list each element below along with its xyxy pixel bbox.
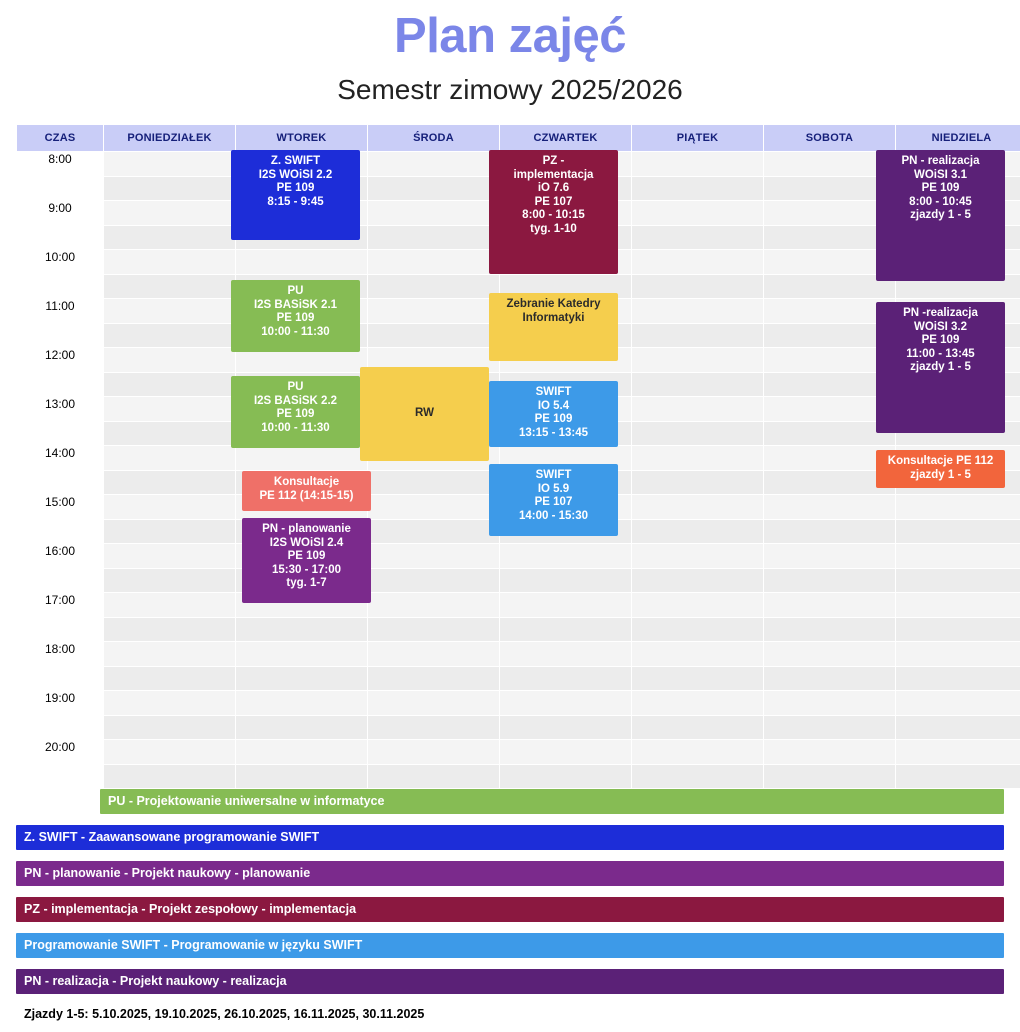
- table-row: [17, 642, 1020, 667]
- event-line: zjazdy 1 - 5: [879, 361, 1002, 375]
- schedule-cell[interactable]: [500, 740, 632, 765]
- event-line: IO 5.9: [492, 483, 615, 497]
- event-line: PE 109: [245, 550, 368, 564]
- column-header-sobota: SOBOTA: [764, 125, 896, 152]
- schedule-cell[interactable]: [632, 446, 764, 471]
- event-line: 8:00 - 10:45: [879, 196, 1002, 210]
- schedule-cell[interactable]: [632, 544, 764, 569]
- schedule-event[interactable]: [360, 367, 489, 461]
- schedule-cell[interactable]: [632, 519, 764, 544]
- schedule-event[interactable]: [489, 381, 618, 447]
- schedule-cell[interactable]: [104, 152, 236, 177]
- schedule-cell[interactable]: [500, 617, 632, 642]
- event-line: 8:00 - 10:15: [492, 209, 615, 223]
- legend-footnote: Zjazdy 1-5: 5.10.2025, 19.10.2025, 26.10.2025, 16.11.2025, 30.11.2025: [16, 1005, 1004, 1023]
- schedule-cell[interactable]: [896, 617, 1020, 642]
- event-line: zjazdy 1 - 5: [879, 209, 1002, 223]
- column-header-środa: ŚRODA: [368, 125, 500, 152]
- schedule-cell[interactable]: [632, 348, 764, 373]
- schedule-cell[interactable]: [368, 323, 500, 348]
- schedule-cell[interactable]: [104, 593, 236, 618]
- schedule-cell[interactable]: [368, 201, 500, 226]
- schedule-cell[interactable]: [368, 495, 500, 520]
- table-row: [17, 691, 1020, 716]
- schedule-cell[interactable]: [632, 201, 764, 226]
- schedule-cell[interactable]: [104, 348, 236, 373]
- event-line: implementacja: [492, 169, 615, 183]
- legend-pn-real: PN - realizacja - Projekt naukowy - realizacja: [16, 969, 1004, 994]
- schedule-cell[interactable]: [632, 397, 764, 422]
- event-line: PE 109: [234, 182, 357, 196]
- event-line: PN - planowanie: [245, 523, 368, 537]
- schedule-cell[interactable]: [500, 715, 632, 740]
- time-label: 16:00: [17, 544, 104, 593]
- schedule-cell[interactable]: [632, 225, 764, 250]
- schedule-cell[interactable]: [104, 642, 236, 667]
- schedule-cell[interactable]: [632, 715, 764, 740]
- schedule-cell[interactable]: [104, 176, 236, 201]
- schedule-cell[interactable]: [896, 495, 1020, 520]
- schedule-cell[interactable]: [500, 568, 632, 593]
- schedule-cell[interactable]: [104, 225, 236, 250]
- time-label: 11:00: [17, 299, 104, 348]
- time-label: 20:00: [17, 740, 104, 789]
- page-title: Plan zajęć: [0, 8, 1020, 64]
- schedule-cell[interactable]: [368, 715, 500, 740]
- schedule-cell[interactable]: [368, 519, 500, 544]
- schedule-cell[interactable]: [104, 666, 236, 691]
- schedule-cell[interactable]: [632, 568, 764, 593]
- time-label: 13:00: [17, 397, 104, 446]
- schedule-cell[interactable]: [632, 421, 764, 446]
- schedule-cell[interactable]: [632, 372, 764, 397]
- schedule-cell[interactable]: [632, 642, 764, 667]
- event-line: PN -realizacja: [879, 307, 1002, 321]
- event-line: 10:00 - 11:30: [234, 326, 357, 340]
- column-header-wtorek: WTOREK: [236, 125, 368, 152]
- schedule-cell[interactable]: [632, 740, 764, 765]
- event-line: WOiSI 3.2: [879, 321, 1002, 335]
- event-line: PE 109: [492, 413, 615, 427]
- schedule-cell[interactable]: [104, 715, 236, 740]
- schedule-cell[interactable]: [104, 250, 236, 275]
- schedule-cell[interactable]: [896, 691, 1020, 716]
- schedule-cell[interactable]: [368, 176, 500, 201]
- schedule-cell[interactable]: [632, 250, 764, 275]
- event-line: Konsultacje PE 112: [879, 455, 1002, 469]
- schedule-cell[interactable]: [368, 470, 500, 495]
- legend-swift: Programowanie SWIFT - Programowanie w języku SWIFT: [16, 933, 1004, 958]
- time-label: 17:00: [17, 593, 104, 642]
- time-label: 10:00: [17, 250, 104, 299]
- schedule-cell[interactable]: [764, 764, 896, 789]
- schedule-cell[interactable]: [104, 740, 236, 765]
- legend-pn-plan: PN - planowanie - Projekt naukowy - planowanie: [16, 861, 1004, 886]
- event-line: Informatyki: [492, 312, 615, 326]
- schedule-cell[interactable]: [896, 740, 1020, 765]
- schedule-cell[interactable]: [632, 176, 764, 201]
- schedule-cell[interactable]: [764, 519, 896, 544]
- schedule-cell[interactable]: [104, 299, 236, 324]
- schedule-cell[interactable]: [896, 568, 1020, 593]
- event-line: Z. SWIFT: [234, 155, 357, 169]
- table-row: [17, 617, 1020, 642]
- time-label: 19:00: [17, 691, 104, 740]
- schedule-cell[interactable]: [632, 666, 764, 691]
- schedule-event[interactable]: [876, 302, 1005, 433]
- schedule-cell[interactable]: [632, 152, 764, 177]
- schedule-cell[interactable]: [896, 593, 1020, 618]
- schedule-cell[interactable]: [104, 544, 236, 569]
- schedule-cell[interactable]: [236, 740, 368, 765]
- schedule-cell[interactable]: [368, 593, 500, 618]
- page-subtitle: Semestr zimowy 2025/2026: [0, 74, 1020, 106]
- schedule-cell[interactable]: [500, 666, 632, 691]
- schedule-cell[interactable]: [764, 691, 896, 716]
- schedule-cell[interactable]: [104, 372, 236, 397]
- column-header-piątek: PIĄTEK: [632, 125, 764, 152]
- event-line: PE 109: [879, 182, 1002, 196]
- schedule-cell[interactable]: [764, 666, 896, 691]
- schedule-cell[interactable]: [368, 764, 500, 789]
- event-line: 13:15 - 13:45: [492, 427, 615, 441]
- schedule-cell[interactable]: [104, 568, 236, 593]
- schedule-cell[interactable]: [632, 274, 764, 299]
- column-header-niedziela: NIEDZIELA: [896, 125, 1020, 152]
- event-line: PE 109: [234, 408, 357, 422]
- column-header-czwartek: CZWARTEK: [500, 125, 632, 152]
- table-row: [17, 715, 1020, 740]
- schedule-cell[interactable]: [764, 617, 896, 642]
- event-line: SWIFT: [492, 386, 615, 400]
- schedule-event[interactable]: [231, 280, 360, 352]
- event-line: PE 109: [879, 334, 1002, 348]
- table-row: [17, 764, 1020, 789]
- schedule-cell[interactable]: [632, 764, 764, 789]
- schedule-cell[interactable]: [500, 544, 632, 569]
- event-line: I2S WOiSI 2.2: [234, 169, 357, 183]
- schedule-cell[interactable]: [104, 274, 236, 299]
- schedule-event[interactable]: [489, 150, 618, 274]
- event-line: tyg. 1-7: [245, 577, 368, 591]
- schedule-cell[interactable]: [104, 323, 236, 348]
- event-line: Zebranie Katedry: [492, 298, 615, 312]
- schedule-cell[interactable]: [632, 691, 764, 716]
- schedule-event[interactable]: [876, 150, 1005, 281]
- legend: [16, 789, 1004, 1023]
- schedule-cell[interactable]: [500, 764, 632, 789]
- schedule-cell[interactable]: [104, 201, 236, 226]
- schedule-page: [0, 8, 1020, 1032]
- event-line: I2S BASiSK 2.2: [234, 395, 357, 409]
- event-line: I2S BASiSK 2.1: [234, 299, 357, 313]
- table-row: [17, 666, 1020, 691]
- schedule-cell[interactable]: [104, 764, 236, 789]
- event-line: 15:30 - 17:00: [245, 564, 368, 578]
- schedule-cell[interactable]: [368, 225, 500, 250]
- schedule-cell[interactable]: [632, 323, 764, 348]
- schedule-cell[interactable]: [500, 691, 632, 716]
- column-header-czas: CZAS: [17, 125, 104, 152]
- schedule-cell[interactable]: [368, 617, 500, 642]
- schedule-cell[interactable]: [896, 642, 1020, 667]
- schedule-cell[interactable]: [368, 299, 500, 324]
- schedule-cell[interactable]: [104, 495, 236, 520]
- table-row: [17, 544, 1020, 569]
- schedule-cell[interactable]: [896, 519, 1020, 544]
- schedule-cell[interactable]: [896, 666, 1020, 691]
- event-line: 10:00 - 11:30: [234, 422, 357, 436]
- schedule-cell[interactable]: [104, 397, 236, 422]
- schedule-cell[interactable]: [632, 617, 764, 642]
- schedule-cell[interactable]: [236, 691, 368, 716]
- event-line: PN - realizacja: [879, 155, 1002, 169]
- legend-pz: PZ - implementacja - Projekt zespołowy - implementacja: [16, 897, 1004, 922]
- schedule-cell[interactable]: [104, 421, 236, 446]
- schedule-cell[interactable]: [368, 666, 500, 691]
- schedule-cell[interactable]: [764, 544, 896, 569]
- schedule-cell[interactable]: [104, 691, 236, 716]
- schedule-cell[interactable]: [368, 274, 500, 299]
- schedule-cell[interactable]: [500, 642, 632, 667]
- table-row: [17, 568, 1020, 593]
- time-label: 15:00: [17, 495, 104, 544]
- schedule-cell[interactable]: [896, 764, 1020, 789]
- column-header-poniedziałek: PONIEDZIAŁEK: [104, 125, 236, 152]
- schedule-cell[interactable]: [764, 568, 896, 593]
- schedule-cell[interactable]: [632, 299, 764, 324]
- event-line: RW: [415, 407, 434, 421]
- event-line: iO 7.6: [492, 182, 615, 196]
- time-label: 8:00: [17, 152, 104, 201]
- event-line: PU: [234, 285, 357, 299]
- schedule-cell[interactable]: [368, 691, 500, 716]
- schedule-event[interactable]: [231, 376, 360, 448]
- schedule-event[interactable]: [242, 518, 371, 603]
- event-line: zjazdy 1 - 5: [879, 469, 1002, 483]
- schedule-cell[interactable]: [896, 544, 1020, 569]
- schedule-cell[interactable]: [104, 617, 236, 642]
- schedule-cell[interactable]: [632, 470, 764, 495]
- schedule-event[interactable]: [489, 464, 618, 536]
- schedule-cell[interactable]: [764, 593, 896, 618]
- schedule-cell[interactable]: [764, 642, 896, 667]
- schedule-cell[interactable]: [236, 764, 368, 789]
- time-label: 12:00: [17, 348, 104, 397]
- event-line: 14:00 - 15:30: [492, 510, 615, 524]
- schedule-cell[interactable]: [368, 152, 500, 177]
- schedule-cell[interactable]: [632, 495, 764, 520]
- schedule-header-row: [17, 125, 1020, 152]
- schedule-cell[interactable]: [236, 617, 368, 642]
- legend-pu: PU - Projektowanie uniwersalne w informatyce: [100, 789, 1004, 814]
- schedule-cell[interactable]: [104, 446, 236, 471]
- schedule-cell[interactable]: [764, 495, 896, 520]
- event-line: PE 107: [492, 496, 615, 510]
- schedule-cell[interactable]: [764, 740, 896, 765]
- schedule-event[interactable]: [242, 471, 371, 511]
- schedule-event[interactable]: [876, 450, 1005, 488]
- event-line: I2S WOiSI 2.4: [245, 537, 368, 551]
- schedule-event[interactable]: [489, 293, 618, 361]
- time-label: 18:00: [17, 642, 104, 691]
- schedule-cell[interactable]: [104, 470, 236, 495]
- schedule-cell[interactable]: [236, 250, 368, 275]
- time-label: 14:00: [17, 446, 104, 495]
- schedule-cell[interactable]: [104, 519, 236, 544]
- event-line: PE 109: [234, 312, 357, 326]
- event-line: Konsultacje: [245, 476, 368, 490]
- event-line: PU: [234, 381, 357, 395]
- schedule-cell[interactable]: [764, 715, 896, 740]
- schedule-cell[interactable]: [632, 593, 764, 618]
- schedule-cell[interactable]: [236, 715, 368, 740]
- schedule-cell[interactable]: [368, 740, 500, 765]
- event-line: tyg. 1-10: [492, 223, 615, 237]
- schedule-cell[interactable]: [236, 446, 368, 471]
- schedule-cell[interactable]: [368, 544, 500, 569]
- event-line: 8:15 - 9:45: [234, 196, 357, 210]
- schedule-cell[interactable]: [896, 715, 1020, 740]
- event-line: PE 112 (14:15-15): [245, 490, 368, 504]
- event-line: PE 107: [492, 196, 615, 210]
- table-row: [17, 740, 1020, 765]
- schedule-event[interactable]: [231, 150, 360, 240]
- schedule-cell[interactable]: [368, 568, 500, 593]
- table-row: [17, 593, 1020, 618]
- schedule-cell[interactable]: [236, 666, 368, 691]
- schedule-cell[interactable]: [236, 642, 368, 667]
- event-line: IO 5.4: [492, 400, 615, 414]
- schedule-cell[interactable]: [368, 250, 500, 275]
- event-line: WOiSI 3.1: [879, 169, 1002, 183]
- schedule-cell[interactable]: [500, 593, 632, 618]
- legend-zswift: Z. SWIFT - Zaawansowane programowanie SWIFT: [16, 825, 1004, 850]
- time-label: 9:00: [17, 201, 104, 250]
- event-line: SWIFT: [492, 469, 615, 483]
- schedule-cell[interactable]: [368, 642, 500, 667]
- schedule-grid-wrapper: [16, 124, 1004, 789]
- event-line: 11:00 - 13:45: [879, 348, 1002, 362]
- event-line: PZ -: [492, 155, 615, 169]
